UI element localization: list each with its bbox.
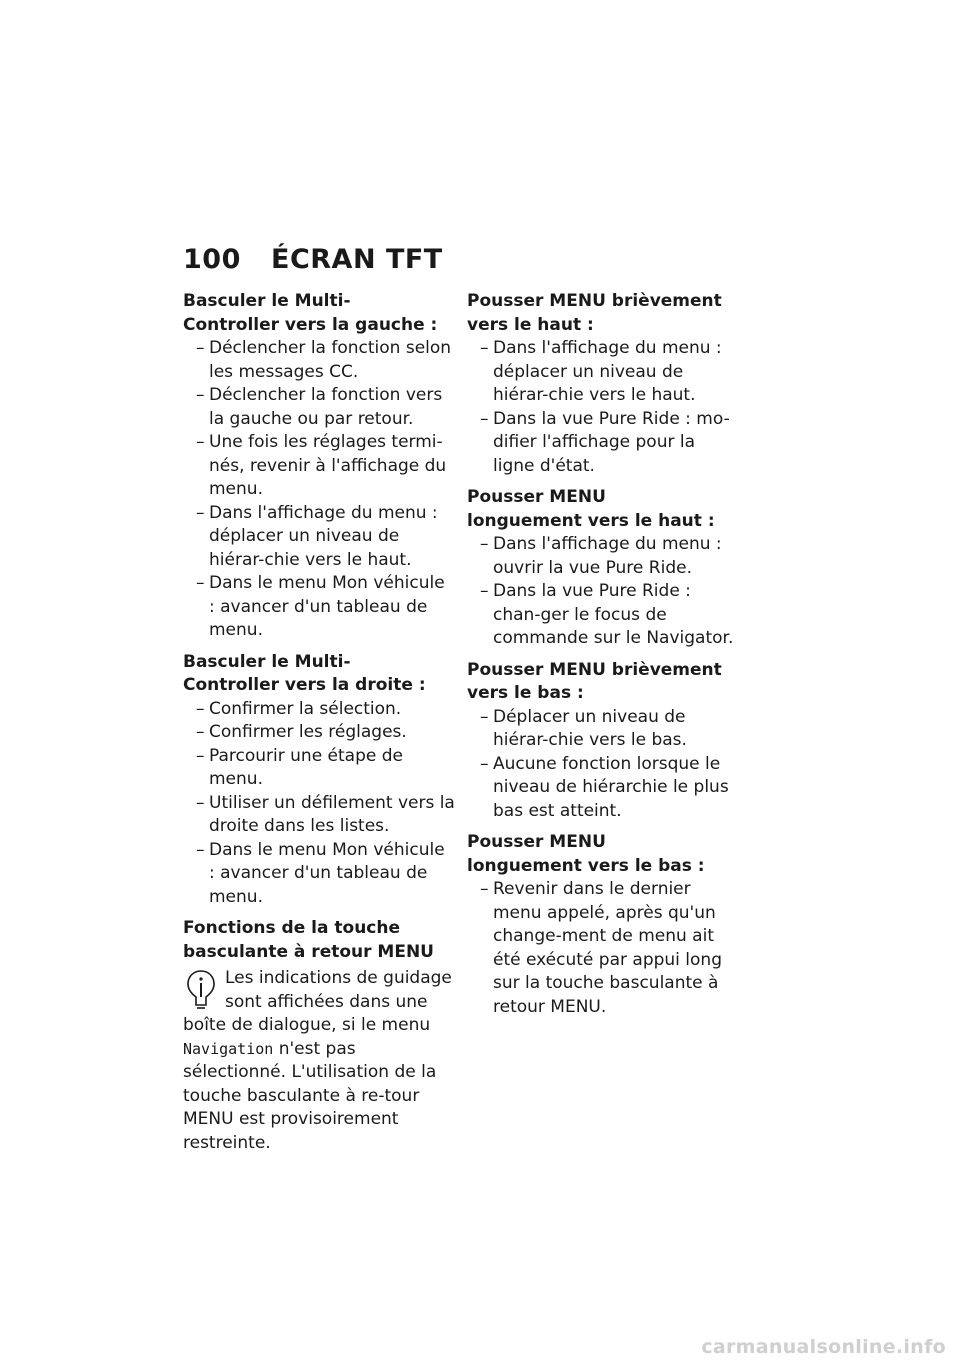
- list-item: – Dans la vue Pure Ride : mo-difier l'affichage pour la ligne d'état.: [480, 408, 730, 476]
- section-heading: Pousser MENU brièvement vers le haut :: [467, 291, 722, 335]
- page-number: 100: [183, 244, 241, 275]
- list-item: – Utiliser un défilement vers la droite dans les listes.: [196, 792, 455, 836]
- list-item: – Confirmer la sélection.: [196, 698, 402, 719]
- right-column: [467, 290, 739, 1027]
- page-header: [183, 244, 443, 275]
- list-item: – Déplacer un niveau de hiérar-chie vers le bas.: [480, 706, 687, 750]
- info-note: Les indications de guidage sont affichées dans une boîte de dialogue, si le menu Navigation n'est pas sélectionné. L'utilisation de la touche basculante à re-tour MENU est provisoirement restreinte.: [183, 968, 452, 1153]
- section-heading: Basculer le Multi-Controller vers la droite :: [183, 651, 426, 695]
- list-item: – Aucune fonction lorsque le niveau de hiérarchie le plus bas est atteint.: [480, 753, 729, 821]
- list-item: – Dans le menu Mon véhicule : avancer d'un tableau de menu.: [196, 573, 445, 640]
- info-icon: [183, 967, 219, 1011]
- section-heading: Pousser MENU longuement vers le haut :: [467, 487, 715, 531]
- bullet-list: [467, 533, 739, 651]
- list-item: – Parcourir une étape de menu.: [196, 745, 404, 789]
- list-item: – Dans l'affichage du menu : déplacer un niveau de hiérar-chie vers le haut.: [480, 338, 722, 405]
- list-item: – Une fois les réglages termi-nés, revenir à l'affichage du menu.: [196, 432, 447, 499]
- section-heading: Pousser MENU longuement vers le bas :: [467, 832, 705, 876]
- list-item: – Dans la vue Pure Ride : chan-ger le focus de commande sur le Navigator.: [480, 581, 734, 648]
- list-item: – Confirmer les réglages.: [196, 722, 407, 742]
- section-heading: Fonctions de la touche basculante à retour MENU: [183, 918, 434, 962]
- section-heading: Pousser MENU brièvement vers le bas :: [467, 659, 722, 703]
- bullet-list: [467, 878, 739, 1019]
- page-title: ÉCRAN TFT: [271, 244, 443, 275]
- left-column: [183, 290, 455, 1155]
- section-heading: Basculer le Multi-Controller vers la gauche :: [183, 291, 438, 335]
- bullet-list: [183, 337, 455, 643]
- list-item: – Déclencher la fonction selon les messages CC.: [196, 338, 452, 382]
- bullet-list: [467, 706, 739, 824]
- list-item: – Déclencher la fonction vers la gauche ou par retour.: [196, 385, 443, 429]
- list-item: – Dans l'affichage du menu : déplacer un niveau de hiérar-chie vers le haut.: [196, 502, 438, 570]
- list-item: – Revenir dans le dernier menu appelé, après qu'un change-ment de menu ait été exécuté par appui long sur la touche basculante à retour MENU.: [480, 879, 722, 1017]
- code-term: Navigation: [183, 1039, 274, 1058]
- bullet-list: [467, 337, 739, 478]
- list-item: – Dans l'affichage du menu : ouvrir la vue Pure Ride.: [480, 534, 722, 578]
- list-item: – Dans le menu Mon véhicule : avancer d'un tableau de menu.: [196, 839, 445, 907]
- watermark: carmanualsonline.info: [701, 1336, 946, 1358]
- bullet-list: [183, 698, 455, 910]
